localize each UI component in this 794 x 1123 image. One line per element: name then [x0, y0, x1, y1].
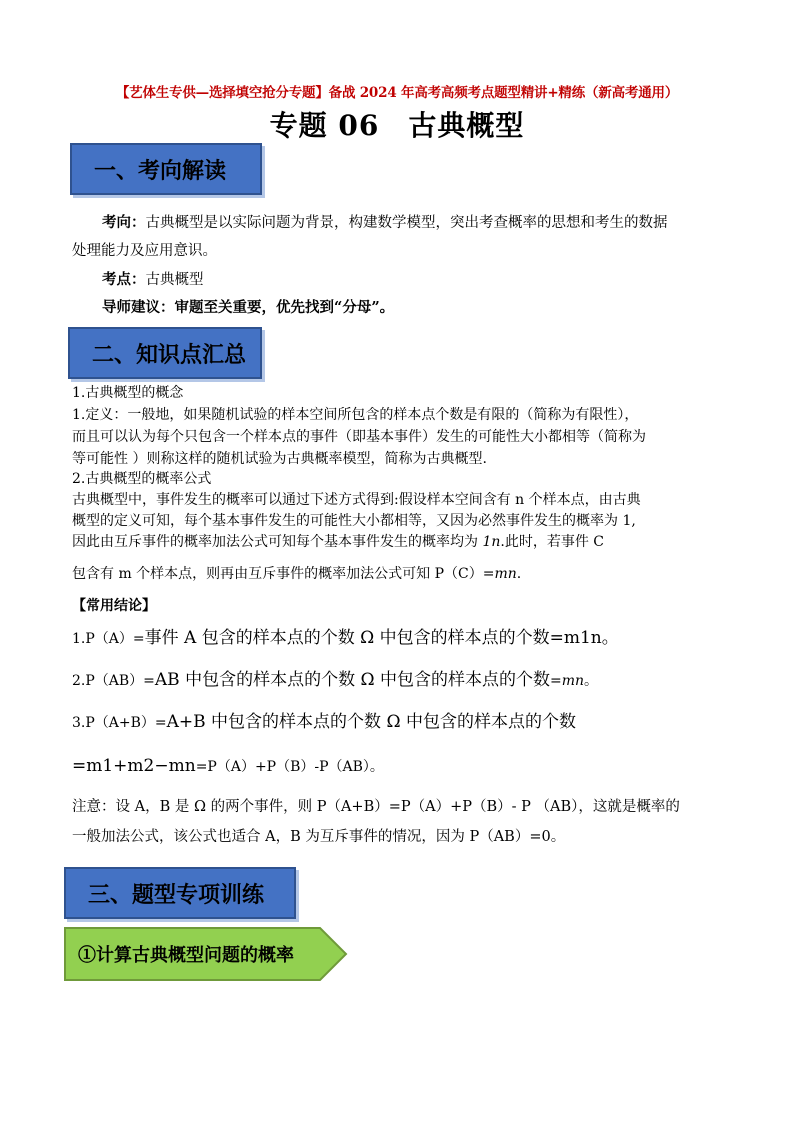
- conclusion-1: [72, 628, 619, 649]
- conclusion-2-tail: 。: [584, 673, 599, 689]
- page-title: 专题 06 古典概型: [269, 109, 525, 142]
- advice-label: 导师建议：: [102, 299, 175, 316]
- section-1-label: 一、考向解读: [94, 157, 227, 184]
- note-line-2: 一般加法公式，该公式也适合 A，B 为互斥事件的情况，因为 P（AB）=0。: [72, 829, 566, 845]
- conclusion-1-fraction: 事件 A 包含的样本点的个数 Ω 中包含的样本点的个数: [144, 628, 550, 648]
- conclusion-3-lhs: 3.P（A+B）=: [72, 715, 167, 731]
- kaoxiang-line-2: 处理能力及应用意识。: [72, 243, 217, 259]
- formula-line-4-tail: .: [516, 566, 522, 582]
- conclusion-3: [72, 712, 576, 733]
- conclusion-3-continued: [72, 756, 384, 777]
- definition-line-1: 1.定义：一般地，如果随机试验的样本空间所包含的样本点个数是有限的（简称为有限性），: [72, 407, 639, 423]
- advice-line: [102, 295, 394, 321]
- section-1-heading: [70, 143, 262, 195]
- kaodian-text: 古典概型: [145, 272, 204, 288]
- section-3-heading: [64, 867, 296, 919]
- conclusion-2: [72, 670, 598, 691]
- kaoxiang-label: 考向：: [102, 214, 146, 231]
- formula-line-4: [72, 564, 521, 584]
- kaoxiang-text-1: 古典概型是以实际问题为背景，构建数学模型，突出考查概率的思想和考生的数据: [145, 215, 668, 231]
- formula-line-4-text: 包含有 m 个样本点，则再由互斥事件的概率加法公式可知 P（C）=: [72, 566, 495, 582]
- conclusion-3-sum: =m1+m2−mn: [72, 756, 196, 776]
- conclusion-1-result: =m1n。: [549, 628, 619, 648]
- formula-heading: 2.古典概型的概率公式: [72, 471, 212, 487]
- kaodian-label: 考点：: [102, 271, 146, 288]
- formula-line-2: 概型的定义可知，每个基本事件发生的可能性大小都相等，又因为必然事件发生的概率为 1,: [72, 513, 636, 529]
- conclusion-2-lhs: 2.P（AB）=: [72, 673, 155, 689]
- formula-line-1: 古典概型中，事件发生的概率可以通过下述方式得到:假设样本空间含有 n 个样本点，由古典: [72, 492, 641, 508]
- formula-line-3-tail: .此时，若事件 C: [500, 534, 605, 550]
- definition-line-3: 等可能性 ）则称这样的随机试验为古典概率模型，简称为古典概型.: [72, 451, 487, 467]
- conclusion-2-fraction: AB 中包含的样本点的个数 Ω 中包含的样本点的个数: [154, 670, 550, 690]
- fraction-m-over-n: mn: [494, 566, 517, 582]
- series-banner: 【艺体生专供—选择填空抢分专题】备战 2024 年高考高频考点题型精讲+精练（新高考通用）: [115, 85, 679, 101]
- note-line-1: 注意：设 A，B 是 Ω 的两个事件，则 P（A+B）=P（A）+P（B）- P （AB），这就是概率的: [72, 799, 680, 815]
- section-3-label: 三、题型专项训练: [88, 881, 265, 908]
- conclusion-3-fraction: A+B 中包含的样本点的个数 Ω 中包含的样本点的个数: [166, 712, 576, 732]
- conclusion-3-result: =P（A）+P（B）-P（AB）。: [195, 759, 384, 775]
- fraction-1-over-n: 1n: [482, 534, 501, 550]
- formula-line-3: [72, 532, 604, 552]
- formula-line-3-text: 因此由互斥事件的概率加法公式可知每个基本事件发生的概率均为: [72, 534, 483, 550]
- section-2-label: 二、知识点汇总: [92, 341, 247, 368]
- conclusions-heading: 【常用结论】: [72, 598, 156, 614]
- definition-line-2: 而且可以认为每个只包含一个样本点的事件（即基本事件）发生的可能性大小都相等（简称为: [72, 429, 646, 445]
- advice-text: 审题至关重要，优先找到“分母”。: [174, 299, 395, 316]
- question-type-1-tag: [64, 927, 348, 981]
- kaodian-line: [102, 267, 204, 293]
- kaoxiang-line-1: [102, 210, 668, 236]
- conclusion-2-result: =mn: [549, 673, 585, 689]
- conclusion-1-lhs: 1.P（A）=: [72, 631, 145, 647]
- concept-heading: 1.古典概型的概念: [72, 385, 184, 401]
- question-type-1-label: ①计算古典概型问题的概率: [78, 945, 294, 966]
- section-2-heading: [68, 327, 262, 379]
